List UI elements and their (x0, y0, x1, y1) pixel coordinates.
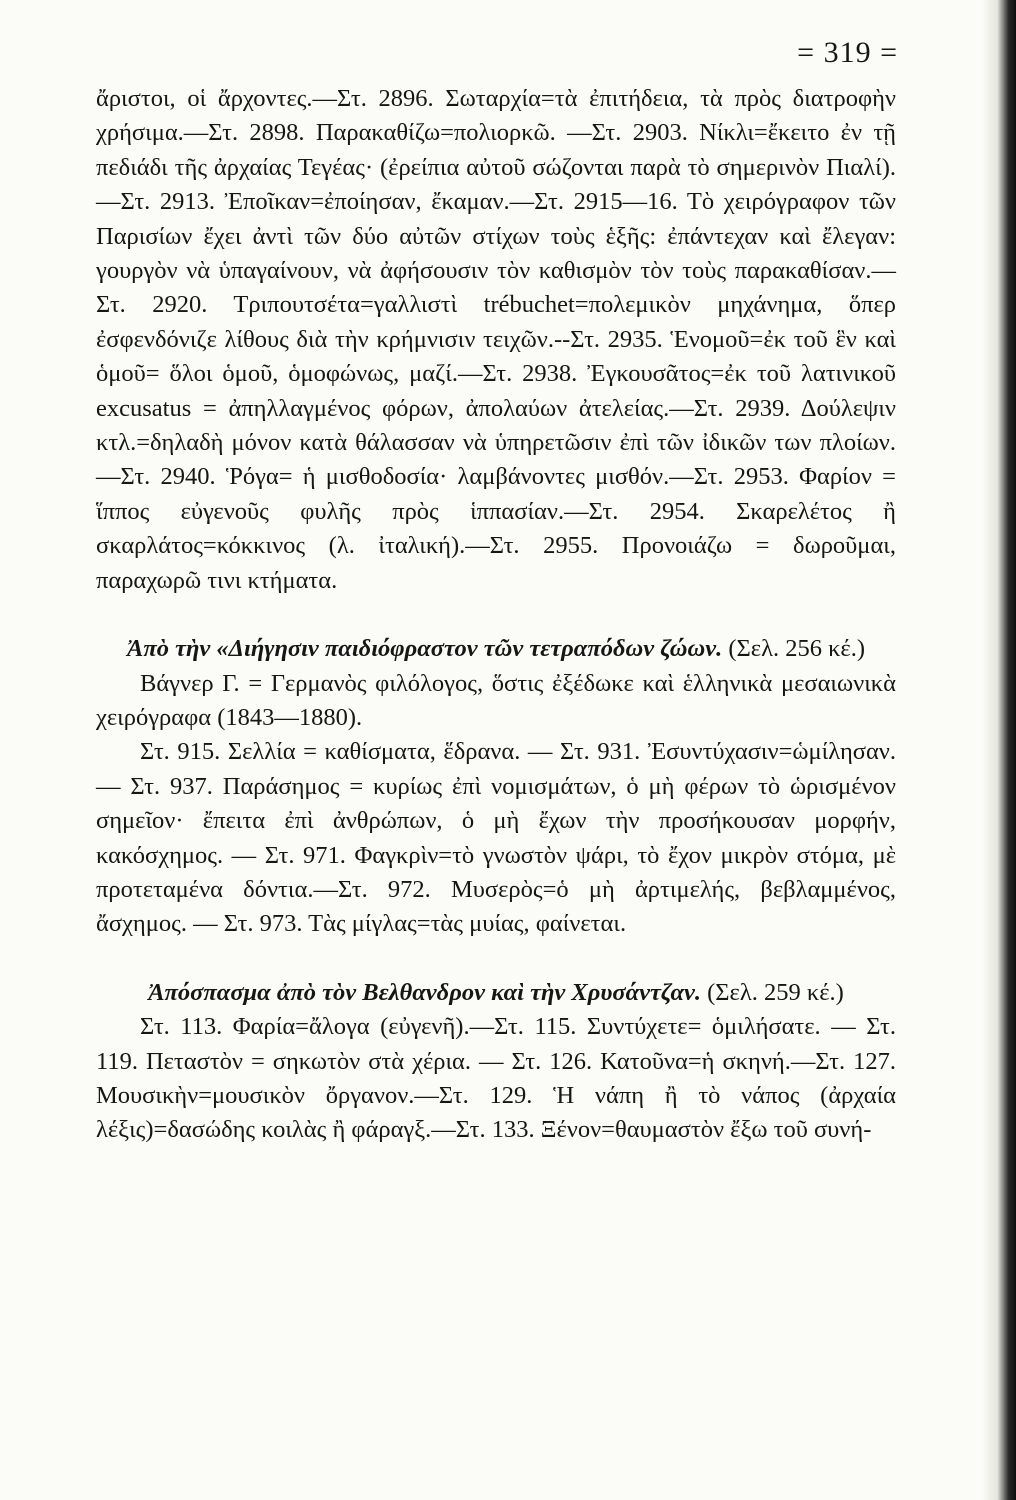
page-body (96, 82, 896, 1148)
section-heading-2-ref: (Σελ. 259 κέ.) (707, 978, 844, 1006)
section-heading-1-ref: (Σελ. 256 κέ.) (728, 635, 865, 663)
section-heading-2 (96, 976, 896, 1010)
section-heading-1-title: Ἀπὸ τὴν «Διήγησιν παιδιόφραστον τῶν τετραπόδων ζώων. (127, 635, 723, 663)
commentary-paragraph-1: ἄριστοι, οἱ ἄρχοντες.—Στ. 2896. Σωταρχία=τὰ ἐπιτήδεια, τὰ πρὸς διατροφὴν χρήσιμα.—Στ. 2898. Παρακαθίζω=πολιορκῶ. —Στ. 2903. Νίκλι=ἔκειτο ἐν τῇ πεδιάδι τῆς ἀρχαίας Τεγέας· (ἐρείπια αὐτοῦ σώζονται παρὰ τὸ σημερινὸν Πιαλί).—Στ. 2913. Ἐποῖκαν=ἐποίησαν, ἔκαμαν.—Στ. 2915—16. Τὸ χειρόγραφον τῶν Παρισίων ἔχει ἀντὶ τῶν δύο αὐτῶν στίχων τοὺς ἑξῆς: ἐπάντεχαν καὶ ἔλεγαν: γουργὸν νὰ ὑπαγαίνουν, νὰ ἀφήσουσιν τὸν καθισμὸν τὸν τοὺς παρακαθίσαν.—Στ. 2920. Τριπουτσέτα=γαλλιστὶ trébuchet=πολεμικὸν μηχάνημα, ὅπερ ἐσφενδόνιζε λίθους διὰ τὴν κρήμνισιν τειχῶν.--Στ. 2935. Ἑνομοῦ=ἐκ τοῦ ἓν καὶ ὁμοῦ= ὅλοι ὁμοῦ, ὁμοφώνως, μαζί.—Στ. 2938. Ἐγκουσᾶτος=ἐκ τοῦ λατινικοῦ excusatus = ἀπηλλαγμένος φόρων, ἀπολαύων ἀτελείας.—Στ. 2939. Δούλεψιν κτλ.=δηλαδὴ μόνον κατὰ θάλασσαν νὰ ὑπηρετῶσιν ἐπὶ τῶν ἰδικῶν των πλοίων.—Στ. 2940. Ῥόγα= ἡ μισθοδοσία· λαμβάνοντες μισθόν.—Στ. 2953. Φαρίον = ἵππος εὐγενοῦς φυλῆς πρὸς ἱππασίαν.—Στ. 2954. Σκαρελέτος ἢ σκαρλάτος=κόκκινος (λ. ἰταλική).—Στ. 2955. Προνοιάζω = δωροῦμαι, παραχωρῶ τινι κτήματα. (96, 85, 896, 594)
page-edge-shadow (982, 0, 1016, 1500)
commentary-paragraph-2: Βάγνερ Γ. = Γερμανὸς φιλόλογος, ὅστις ἐξέδωκε καὶ ἑλληνικὰ μεσαιωνικὰ χειρόγραφα (1843—1880). (96, 669, 896, 731)
page-number: = 319 = (797, 36, 898, 69)
section-heading-1 (96, 632, 896, 666)
commentary-paragraph-3: Στ. 915. Σελλία = καθίσματα, ἕδρανα. — Στ. 931. Ἐσυντύχασιν=ὡμίλησαν. — Στ. 937. Παράσημος = κυρίως ἐπὶ νομισμάτων, ὁ μὴ φέρων τὸ ὡρισμένον σημεῖον· ἔπειτα ἐπὶ ἀνθρώπων, ὁ μὴ ἔχων τὴν προσήκουσαν μορφήν, κακόσχημος. — Στ. 971. Φαγκρὶν=τὸ γνωστὸν ψάρι, τὸ ἔχον μικρὸν στόμα, μὲ προτεταμένα δόντια.—Στ. 972. Μυσερὸς=ὁ μὴ ἀρτιμελής, βεβλαμμένος, ἄσχημος. — Στ. 973. Τὰς μίγλας=τὰς μυίας, φαίνεται. (96, 738, 896, 938)
section-heading-2-title: Ἀπόσπασμα ἀπὸ τὸν Βελθανδρον καὶ τὴν Χρυσάντζαν. (148, 978, 702, 1006)
commentary-paragraph-4: Στ. 113. Φαρία=ἄλογα (εὐγενῆ).—Στ. 115. Συντύχετε= ὁμιλήσατε. — Στ. 119. Πεταστὸν = σηκωτὸν στὰ χέρια. — Στ. 126. Κατοῦνα=ἡ σκηνή.—Στ. 127. Μουσικὴν=μουσικὸν ὄργανον.—Στ. 129. Ἡ νάπη ἢ τὸ νάπος (ἀρχαία λέξις)=δασώδης κοιλὰς ἢ φάραγξ.—Στ. 133. Ξένον=θαυμαστὸν ἔξω τοῦ συνή- (96, 1013, 896, 1144)
